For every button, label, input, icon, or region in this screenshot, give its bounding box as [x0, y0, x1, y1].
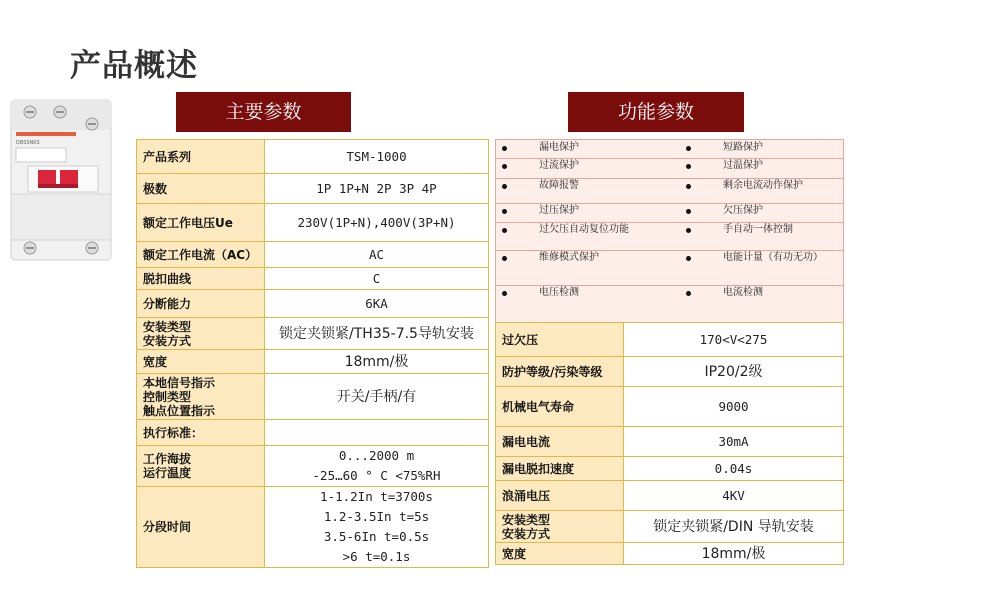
- param-value: [265, 290, 489, 318]
- param-value-line: IP20/2级: [704, 363, 763, 380]
- function-item-label: 过压保护: [539, 205, 579, 216]
- param-row: [496, 387, 844, 427]
- param-value-line: C: [372, 270, 381, 286]
- param-label-line: 安装类型: [502, 512, 551, 527]
- param-label-line: 防护等级/污染等级: [502, 364, 603, 379]
- param-row: [137, 268, 489, 290]
- param-label-line: 机械电气寿命: [502, 399, 575, 414]
- param-row: [496, 543, 844, 565]
- param-label: [137, 318, 265, 350]
- param-value: [265, 140, 489, 174]
- param-value-line: 4KV: [722, 487, 745, 503]
- param-value: [265, 350, 489, 374]
- param-label: [496, 427, 624, 457]
- param-value: [265, 174, 489, 204]
- param-value: [265, 242, 489, 268]
- param-label-line: 安装方式: [502, 526, 551, 541]
- param-row: [137, 242, 489, 268]
- param-row: [496, 323, 844, 357]
- param-label: [137, 174, 265, 204]
- param-label: [496, 323, 624, 357]
- param-label-line: 触点位置指示: [143, 403, 216, 418]
- param-value-line: 0...2000 m: [338, 448, 415, 463]
- param-value: [265, 487, 489, 568]
- bullet-icon: [686, 256, 691, 261]
- bullet-icon: [686, 209, 691, 214]
- param-label: [137, 446, 265, 487]
- param-row: [137, 350, 489, 374]
- param-row: [137, 318, 489, 350]
- param-value-line: -25…60 ° C <75%RH: [312, 468, 441, 483]
- function-item-label: 过温保护: [723, 160, 763, 171]
- param-label-line: 漏电脱扣速度: [502, 461, 575, 476]
- circuit-breaker-image: [8, 98, 116, 262]
- param-label: [137, 487, 265, 568]
- param-value: [624, 543, 844, 565]
- param-label: [137, 374, 265, 420]
- param-row: [496, 481, 844, 511]
- param-value-line: 1.2-3.5In t=5s: [323, 509, 430, 524]
- param-label-line: 浪涌电压: [502, 488, 551, 503]
- param-value-line: 6KA: [365, 295, 388, 311]
- param-label-line: 过欠压: [502, 332, 539, 347]
- bullet-icon: [686, 184, 691, 189]
- param-value: [624, 457, 844, 481]
- param-row: [137, 204, 489, 242]
- param-label: [496, 387, 624, 427]
- param-label: [137, 140, 265, 174]
- param-label-line: 本地信号指示: [143, 375, 216, 390]
- bullet-icon: [502, 164, 507, 169]
- function-item-label: 欠压保护: [723, 205, 763, 216]
- param-value-line: AC: [368, 246, 385, 262]
- param-label: [137, 268, 265, 290]
- param-label-line: 宽度: [502, 546, 527, 561]
- param-value-line: TSM-1000: [346, 148, 407, 164]
- param-label-line: 宽度: [143, 354, 168, 369]
- param-label-line: 执行标准：: [143, 425, 204, 440]
- param-value: [265, 374, 489, 420]
- param-value-line: 3.5-6In t=0.5s: [323, 529, 430, 544]
- bullet-icon: [686, 146, 691, 151]
- param-row: [137, 487, 489, 568]
- param-label: [496, 511, 624, 543]
- function-item-label: 电能计量（有功无功）: [723, 252, 823, 263]
- param-row: [137, 420, 489, 446]
- param-row: [137, 290, 489, 318]
- param-value-line: 30mA: [718, 433, 749, 449]
- function-row: [496, 203, 843, 223]
- param-value: [624, 323, 844, 357]
- breaker-brand-text: DBSSNKS: [16, 140, 40, 146]
- function-item-label: 手自动一体控制: [723, 224, 793, 235]
- param-label: [496, 457, 624, 481]
- param-value: [265, 420, 489, 446]
- bullet-icon: [686, 164, 691, 169]
- bullet-icon: [502, 228, 507, 233]
- param-value: [265, 446, 489, 487]
- page-title: 产品概述: [70, 48, 198, 84]
- param-label-line: 漏电电流: [502, 434, 551, 449]
- param-value: [624, 387, 844, 427]
- function-row: [496, 250, 843, 286]
- param-row: [137, 374, 489, 420]
- function-row: [496, 285, 843, 323]
- param-label: [137, 420, 265, 446]
- param-row: [496, 511, 844, 543]
- param-label-line: 极数: [143, 181, 168, 196]
- param-value: [624, 357, 844, 387]
- param-row: [496, 357, 844, 387]
- function-item-label: 故障报警: [539, 180, 579, 191]
- param-label-line: 脱扣曲线: [143, 271, 192, 286]
- param-label-line: 控制类型: [143, 389, 192, 404]
- param-label-line: 分段时间: [143, 520, 192, 534]
- param-label-line: 额定工作电压Ue: [143, 215, 233, 230]
- main-params-banner: 主要参数: [176, 92, 351, 132]
- param-value-line: 9000: [718, 398, 749, 414]
- function-row: [496, 140, 843, 159]
- param-label: [137, 242, 265, 268]
- param-label-line: 工作海拔: [143, 452, 192, 466]
- param-value-line: 1-1.2In t=3700s: [320, 489, 433, 504]
- param-label-line: 额定工作电流（AC）: [143, 247, 258, 262]
- param-value-line: >6 t=0.1s: [342, 549, 411, 564]
- param-value-line: 锁定夹锁紧/DIN 导轨安装: [653, 518, 814, 535]
- param-label-line: 安装类型: [143, 319, 192, 334]
- param-label: [137, 290, 265, 318]
- param-value-line: 230V(1P+N),400V(3P+N): [297, 214, 456, 230]
- param-value-line: 开关/手柄/有: [336, 388, 417, 405]
- param-value-line: 18mm/极: [701, 545, 766, 562]
- param-label-line: 安装方式: [143, 333, 192, 348]
- bullet-icon: [686, 228, 691, 233]
- param-label-line: 分断能力: [143, 296, 192, 311]
- param-value: [265, 318, 489, 350]
- param-row: [137, 140, 489, 174]
- function-item-label: 维修模式保护: [539, 252, 599, 263]
- param-label-line: 产品系列: [143, 149, 192, 164]
- function-item-label: 漏电保护: [539, 142, 579, 153]
- function-row: [496, 158, 843, 179]
- param-value: [265, 268, 489, 290]
- param-value: [624, 481, 844, 511]
- func-params-banner: 功能参数: [568, 92, 744, 132]
- function-list: [495, 139, 844, 324]
- function-item-label: 短路保护: [723, 142, 763, 153]
- function-row: [496, 222, 843, 251]
- param-value: [624, 427, 844, 457]
- param-row: [137, 446, 489, 487]
- function-row: [496, 178, 843, 204]
- bullet-icon: [502, 256, 507, 261]
- param-row: [496, 427, 844, 457]
- function-item-label: 剩余电流动作保护: [723, 180, 803, 191]
- param-value: [624, 511, 844, 543]
- param-value-line: 18mm/极: [344, 353, 409, 370]
- func-params-table: [495, 322, 844, 565]
- param-label: [496, 543, 624, 565]
- param-value-line: 170<V<275: [699, 331, 768, 347]
- bullet-icon: [502, 209, 507, 214]
- bullet-icon: [502, 291, 507, 296]
- function-item-label: 电压检测: [539, 287, 579, 298]
- param-label: [496, 481, 624, 511]
- param-label: [496, 357, 624, 387]
- param-value-line: 锁定夹锁紧/TH35-7.5导轨安装: [279, 325, 474, 342]
- param-value-line: 1P 1P+N 2P 3P 4P: [316, 180, 437, 196]
- param-value: [265, 204, 489, 242]
- function-item-label: 电流检测: [723, 287, 763, 298]
- bullet-icon: [502, 146, 507, 151]
- function-item-label: 过流保护: [539, 160, 579, 171]
- param-row: [137, 174, 489, 204]
- param-value-line: 0.04s: [714, 460, 753, 476]
- param-row: [496, 457, 844, 481]
- main-params-table: [136, 139, 489, 568]
- param-label: [137, 350, 265, 374]
- bullet-icon: [502, 184, 507, 189]
- param-label: [137, 204, 265, 242]
- param-label-line: 运行温度: [143, 466, 192, 480]
- function-item-label: 过欠压自动复位功能: [539, 224, 629, 235]
- bullet-icon: [686, 291, 691, 296]
